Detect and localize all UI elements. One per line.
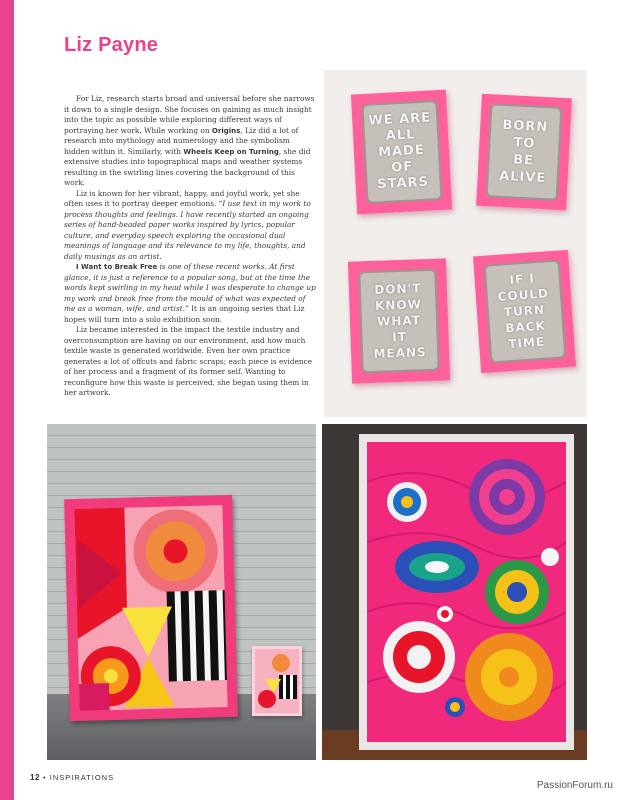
white-frame (359, 434, 574, 750)
panel-if-i-could-turn-back-time (473, 250, 576, 373)
paragraph-4: Liz became interested in the impact the textile industry and overconsumption are having on our environment, and how much textile waste is generated worldwide. Even her own practice generates a lot of offcuts and fabric scraps; each piece is evidence of her process and a fragment of its former self. Wanting to reconfigure how this waste is perceived, she began using them in her artwork. (64, 325, 313, 397)
panel-line: WE ARE (368, 110, 432, 129)
panel-line: MEANS (373, 345, 427, 361)
panel-text (361, 100, 442, 205)
large-geometric-artwork (64, 495, 238, 721)
panel-line: TIME (507, 335, 546, 352)
panel-line: ALL (385, 127, 416, 144)
panel-text (483, 260, 566, 363)
geometric-artworks-photo (47, 424, 316, 760)
beaded-motifs-illustration (367, 442, 566, 742)
footer-separator: • (43, 773, 47, 782)
panel-line: OF (390, 159, 414, 176)
panel-dont-know-what-it-means (348, 258, 450, 383)
page-footer (30, 773, 114, 782)
panel-line: COULD (497, 286, 550, 305)
panel-line: BE (512, 152, 535, 169)
pink-beaded-panel-photo (322, 424, 587, 760)
pink-beaded-canvas (367, 442, 566, 742)
panel-text (358, 268, 440, 373)
section-name: INSPIRATIONS (49, 773, 115, 782)
panel-line: IT (391, 329, 408, 345)
small-geometric-artwork (252, 646, 302, 716)
panel-born-to-be-alive (476, 94, 572, 211)
panel-line: STARS (376, 174, 430, 193)
pink-edge-bar (0, 0, 14, 800)
site-watermark: PassionForum.ru (536, 780, 613, 791)
panel-line: DON'T (374, 281, 422, 297)
panel-line: MADE (377, 142, 426, 161)
page-number: 12 (30, 773, 40, 782)
panel-line: KNOW (374, 297, 423, 313)
paragraph-3: I Want to Break Free is one of these recent works. At first glance, it is just a reference to a popular song, but at the time the words kept swirling in my head while I was desperate to change up my work and break free from the mould of what was expected of me as a woman, wife, and artist.” It is an ongoing series that Liz hopes will turn into a solo exhibition soon. (64, 262, 316, 324)
geometric-artwork-illustration (64, 495, 238, 721)
panel-text (486, 103, 563, 201)
paragraph-2: Liz is known for her vibrant, happy, and joyful work, yet she often uses it to portray deeper emotions. “I use text in my work to process thoughts and feelings. I have recently started an ongoing series of hand-beaded paper works inspired by lyrics, popular culture, and everyday speech exploring the occasional dual meanings of language and its relevance to my life, thoughts, and daily musings as an artist. (64, 188, 311, 261)
panel-we-are-all-made-of-stars (351, 90, 452, 215)
panel-line: ALIVE (498, 168, 547, 187)
panel-line: WHAT (376, 313, 422, 329)
panel-line: TO (513, 135, 536, 152)
page-title: Liz Payne (64, 34, 159, 56)
panel-line: TURN (503, 303, 546, 320)
panel-line: BACK (504, 319, 547, 336)
small-artwork-illustration (255, 649, 299, 713)
paragraph-1: For Liz, research starts broad and universal before she narrows it down to a single design. She focuses on gaining as much insight into the topic as possible while exploring different ways of portraying her work. While working on Origins, Liz did a lot of research into mythology and numerology and the symbolism hidden within it. Similarly, with Wheels Keep on Turning, she did extensive studies into topographical maps and weather systems resulting in the swirling lines covering the background of this work. (64, 94, 315, 187)
panel-line: BORN (502, 117, 549, 136)
beaded-text-panels-photo (324, 70, 587, 417)
article-body (64, 94, 316, 399)
panel-line: IF I (509, 271, 536, 288)
